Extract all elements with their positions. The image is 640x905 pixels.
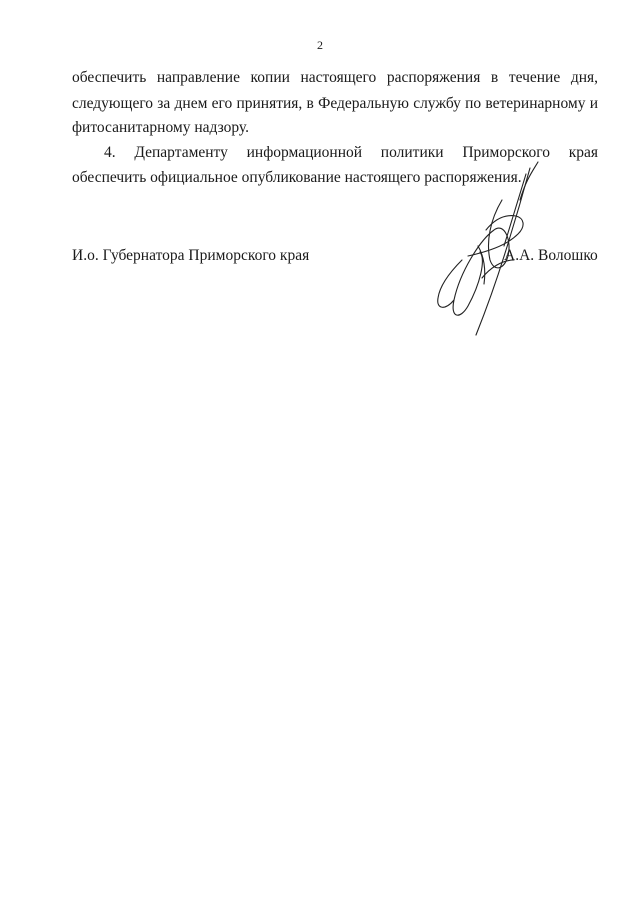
paragraph-1-line-1: обеспечить направление копии настоящего распоряжения в течение дня, bbox=[72, 69, 598, 86]
signatory-name: А.А. Волошко bbox=[504, 247, 598, 264]
handwritten-signature bbox=[420, 160, 550, 340]
paragraph-2-line-2: обеспечить официальное опубликование настоящего распоряжения. bbox=[72, 169, 522, 186]
paragraph-1-line-3: фитосанитарному надзору. bbox=[72, 119, 250, 136]
paragraph-2-line-1: 4. Департаменту информационной политики Приморского края bbox=[104, 144, 598, 161]
signatory-position: И.о. Губернатора Приморского края bbox=[72, 247, 310, 264]
paragraph-1-line-2: следующего за днем его принятия, в Федеральную службу по ветеринарному и bbox=[72, 95, 598, 112]
page-number: 2 bbox=[317, 38, 323, 52]
